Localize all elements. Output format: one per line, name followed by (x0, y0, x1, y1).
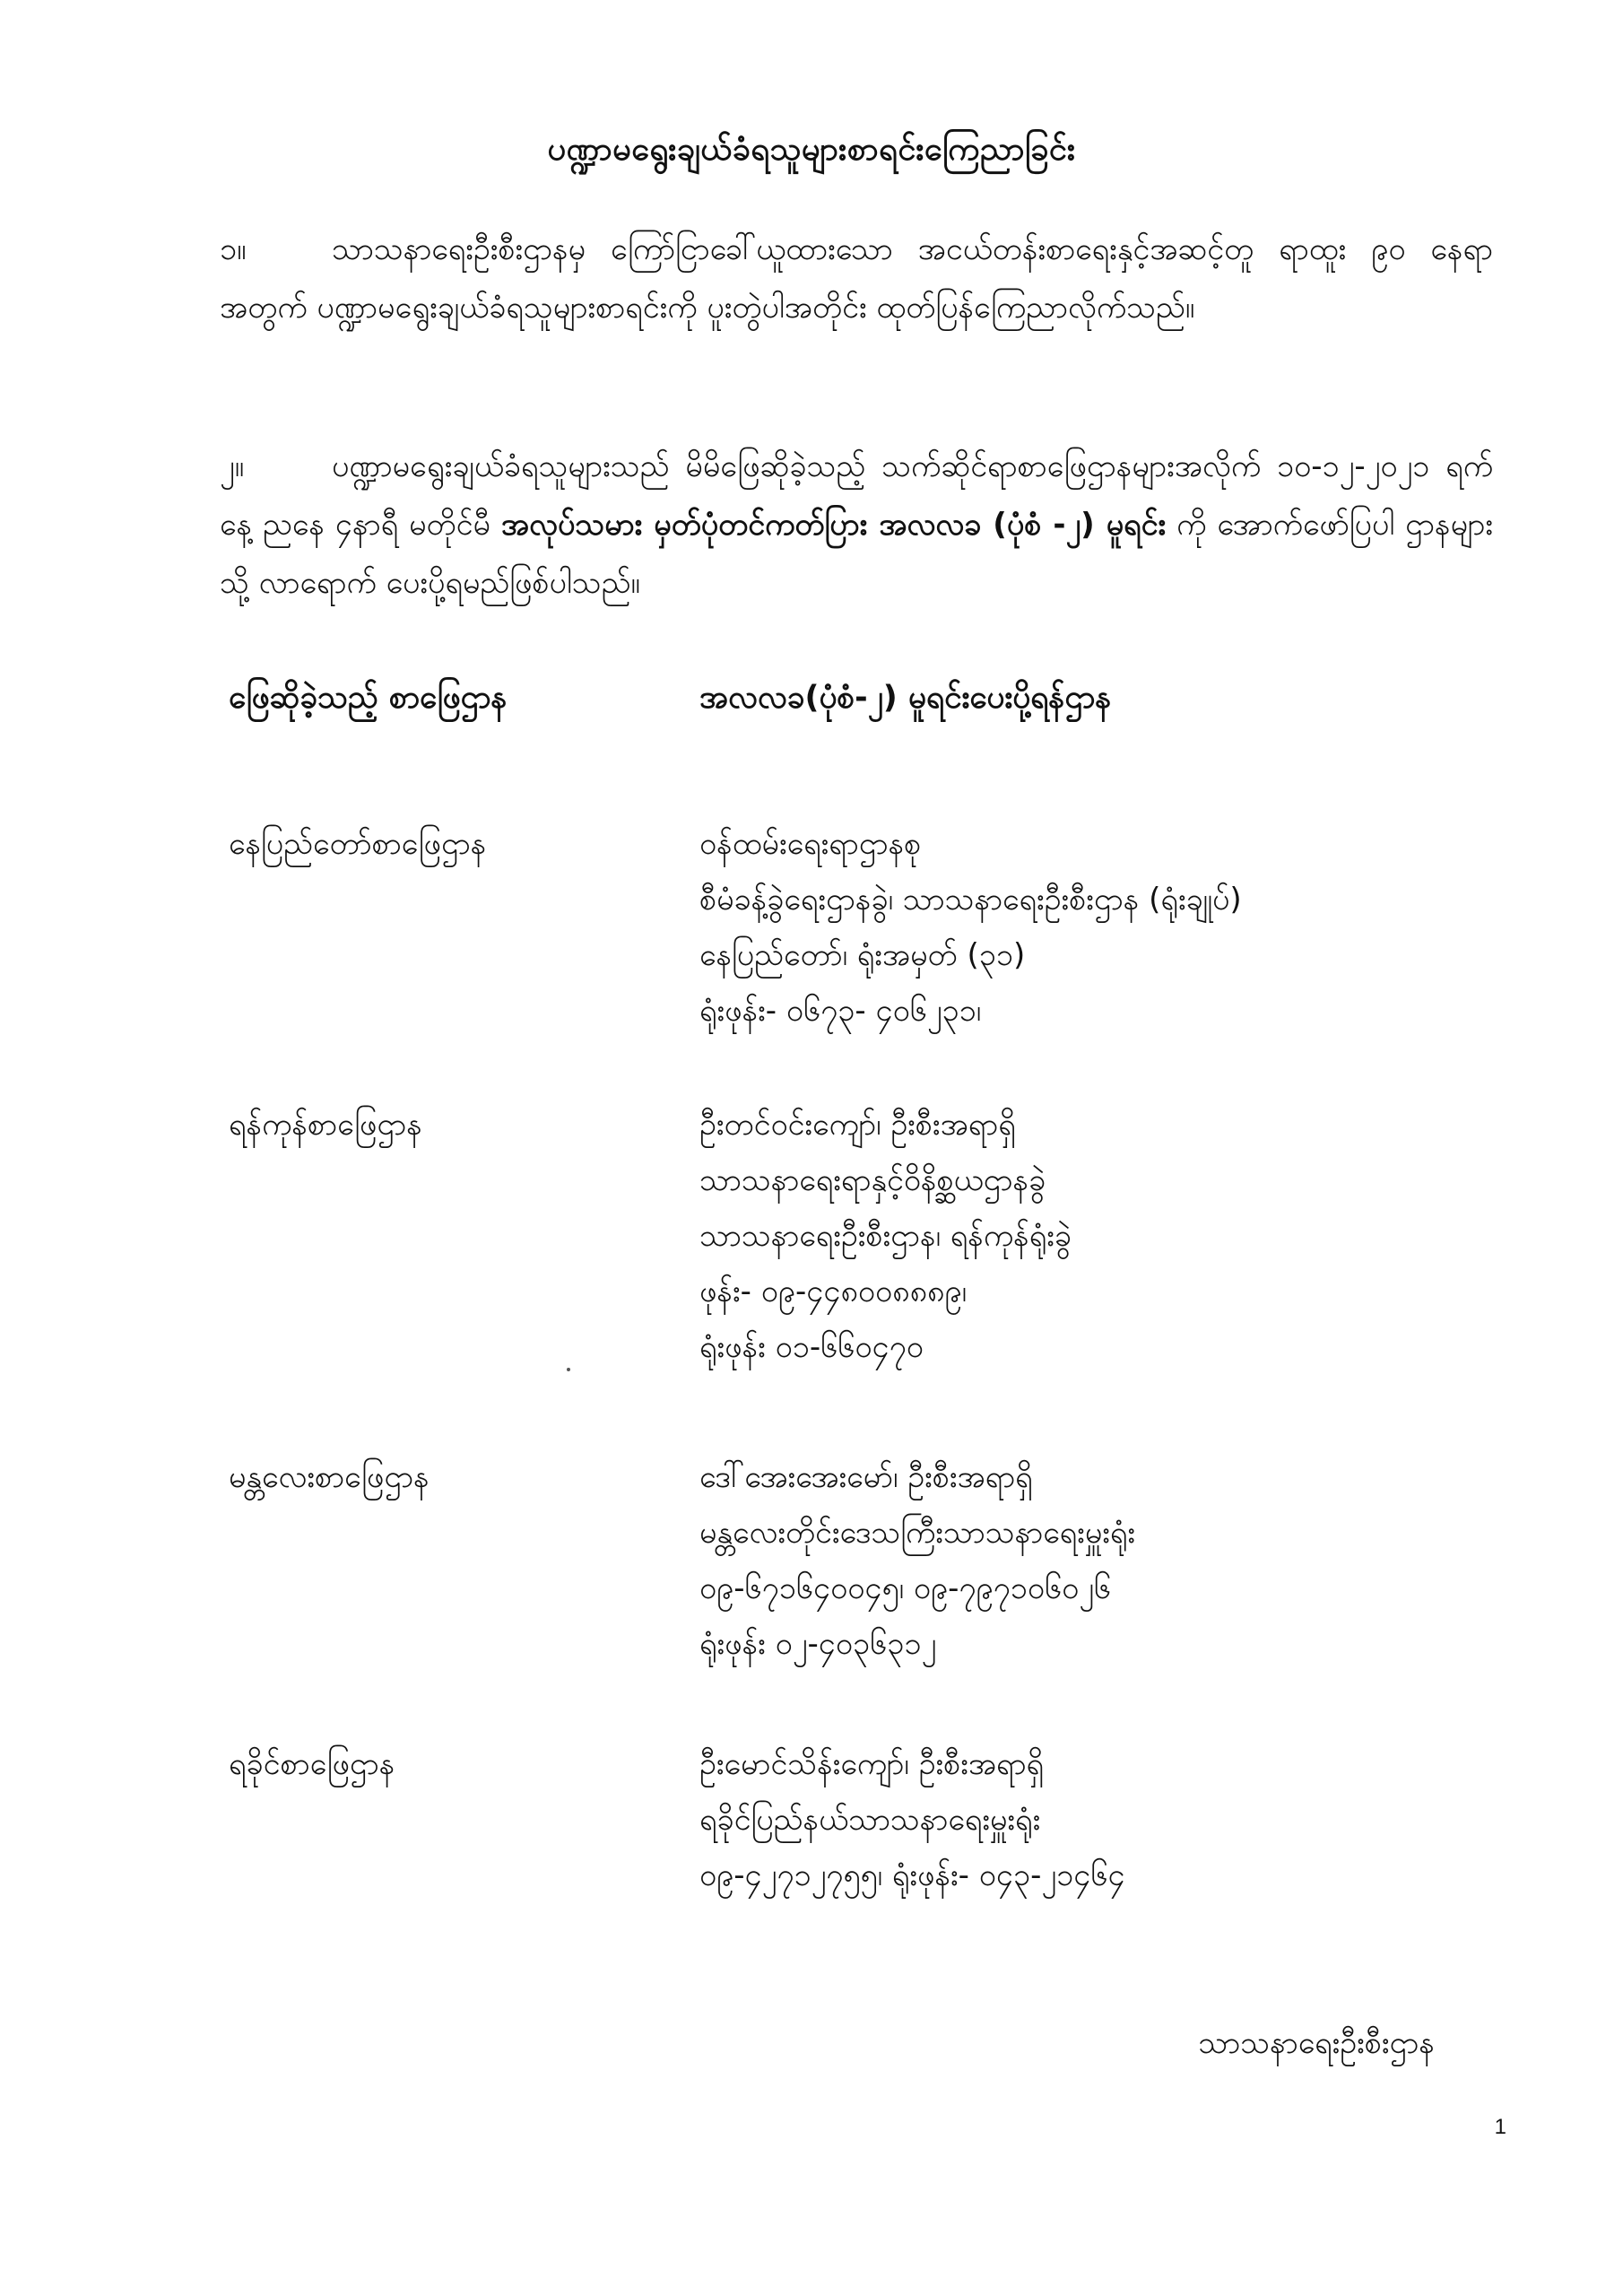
scan-speck (567, 1368, 570, 1371)
submission-address (699, 816, 1506, 1039)
address-phone: ၀၉-၆၇၁၆၄၀၀၄၅၊ ၀၉-၇၉၇၁၀၆၀၂၆ (699, 1570, 1112, 1606)
address-phone: ရုံးဖုန်း ၀၂-၄၀၃၆၃၁၂ (699, 1626, 937, 1662)
paragraph-2-text-after: ကို အောက်ဖော်ပြပါ ဌာနများသို့ လာရောက် ပေးပို့ရမည်ဖြစ်ပါသည်။ (220, 507, 1493, 601)
document-title: ပဏ္ဍာမရွေးချယ်ခံရသူများစာရင်းကြေညာခြင်း (547, 131, 1076, 168)
address-line: ဦးမောင်သိန်းကျော်၊ ဦးစီးအရာရှိ (699, 1746, 1045, 1782)
submission-address (699, 1097, 1506, 1375)
exam-center-name: မန္တလေးစာဖြေဌာန (229, 1459, 430, 1495)
paragraph-2-number: ၂။ (220, 448, 244, 484)
paragraph-1-number: ၁။ (220, 231, 247, 267)
paragraph-2-text-before: ပဏ္ဍာမရွေးချယ်ခံရသူများသည် မိမိဖြေဆိုခဲ့သည့် သက်ဆိုင်ရာစာဖြေဌာနများအလိုက် ၁၀-၁၂-၂၀၂၁ ရက်နေ့ ညနေ ၄နာရီ မတိုင်မီ (220, 448, 1493, 543)
column-header-submission-office: အလလခ(ပုံစံ-၂) မူရင်းပေးပို့ရန်ဌာန (699, 680, 1112, 716)
address-phone: ဖုန်း- ၀၉-၄၄၈၀၀၈၈၈၉၊ (699, 1274, 967, 1309)
address-line: စီမံခန့်ခွဲရေးဌာနခွဲ၊ သာသနာရေးဦးစီးဌာန (ရုံးချုပ်) (699, 882, 1242, 918)
paragraph-1 (220, 221, 1493, 337)
paragraph-2-bold-text: အလုပ်သမား မှတ်ပုံတင်ကတ်ပြား အလလခ (ပုံစံ -၂) မူရင်း (500, 507, 1167, 543)
address-phone: ရုံးဖုန်း ၀၁-၆၆၀၄၇၀ (699, 1329, 924, 1365)
address-line: မန္တလေးတိုင်းဒေသကြီးသာသနာရေးမှူးရုံး (699, 1515, 1136, 1551)
address-line: ဒေါ်အေးအေးမော်၊ ဦးစီးအရာရှိ (699, 1459, 1033, 1495)
exam-center-name: နေပြည်တော်စာဖြေဌာန (229, 826, 487, 862)
address-line: ဦးတင်ဝင်းကျော်၊ ဦးစီးအရာရှိ (699, 1107, 1016, 1143)
exam-center-name: ရန်ကုန်စာဖြေဌာန (229, 1107, 422, 1143)
address-phone: ရုံးဖုန်း- ၀၆၇၃- ၄၀၆၂၃၁၊ (699, 993, 982, 1029)
submission-address (699, 1736, 1506, 1903)
submission-address (699, 1449, 1506, 1672)
address-line: ဝန်ထမ်းရေးရာဌာနစု (699, 826, 922, 862)
address-line: သာသနာရေးဦးစီးဌာန၊ ရန်ကုန်ရုံးခွဲ (699, 1218, 1072, 1254)
exam-center-name: ရခိုင်စာဖြေဌာန (229, 1746, 395, 1782)
page-number: 1 (1494, 2115, 1506, 2139)
column-header-exam-center: ဖြေဆိုခဲ့သည့် စာဖြေဌာန (229, 680, 508, 716)
paragraph-1-text: သာသနာရေးဦးစီးဌာနမှ ကြော်ငြာခေါ်ယူထားသော အငယ်တန်းစာရေးနှင့်အဆင့်တူ ရာထူး ၉၀ နေရာအတွက် ပဏ္ဍာမရွေးချယ်ခံရသူများစာရင်းကို ပူးတွဲပါအတိုင်း ထုတ်ပြန်ကြေညာလိုက်သည်။ (220, 231, 1493, 326)
address-line: နေပြည်တော်၊ ရုံးအမှတ် (၃၁) (699, 937, 1026, 973)
address-line: သာသနာရေးရာနှင့်ဝိနိစ္ဆယဌာနခွဲ (699, 1162, 1046, 1198)
paragraph-2 (220, 438, 1493, 613)
address-phone: ၀၉-၄၂၇၁၂၇၅၅၊ ရုံးဖုန်း- ၀၄၃-၂၁၄၆၄ (699, 1857, 1125, 1893)
issuing-department: သာသနာရေးဦးစီးဌာန (1198, 2025, 1435, 2061)
address-line: ရခိုင်ပြည်နယ်သာသနာရေးမှူးရုံး (699, 1802, 1041, 1838)
